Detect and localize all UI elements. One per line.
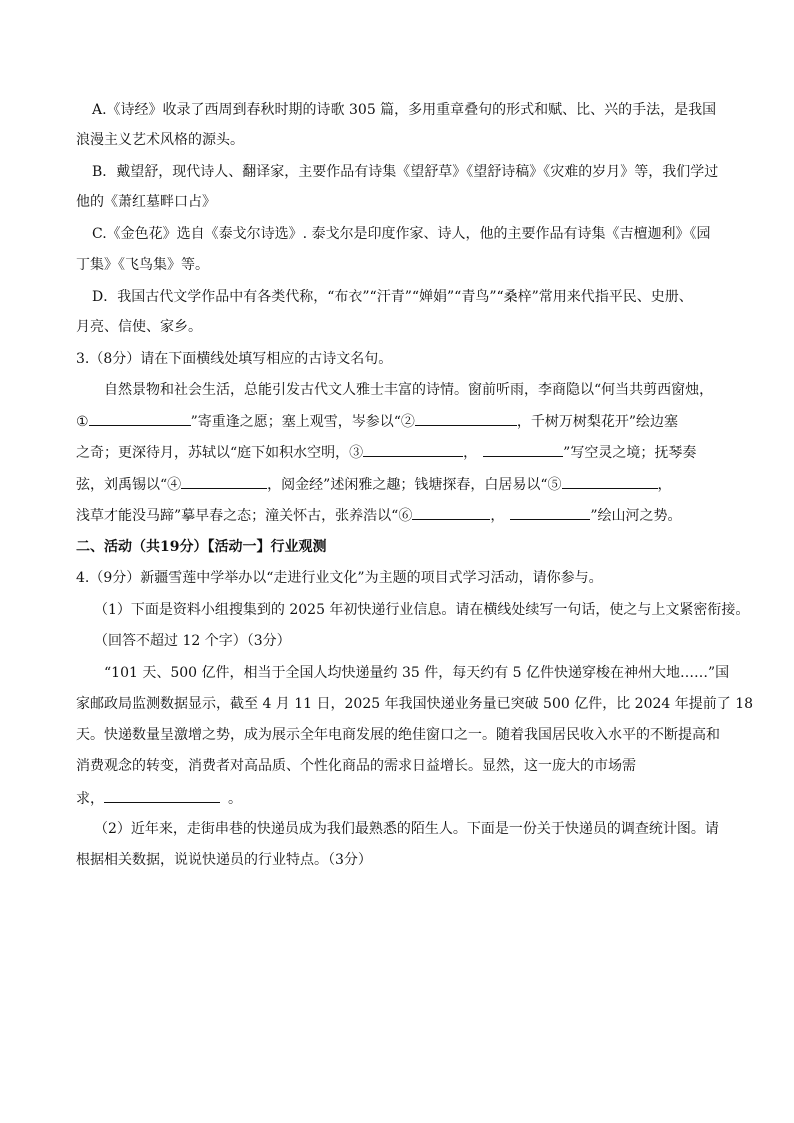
passage-line-1: “101 天、500 亿件，相当于全国人均快递量约 35 件，每天约有 5 亿件快递穿梭在神州大地……”国 bbox=[104, 665, 730, 681]
question-3-para-line-3 bbox=[76, 442, 696, 462]
passage-line-4: 消费观念的转变，消费者对高品质、个性化商品的需求日益增长。显然，这一庞大的市场需 bbox=[76, 758, 636, 774]
question-3-text: ”绘山河之势。 bbox=[590, 508, 682, 524]
question-3-text: ，千树万树梨花开”绘边塞 bbox=[516, 414, 679, 430]
passage-line-2: 家邮政局监测数据显示，截至 4 月 11 日，2025 年我国快递业务量已突破 500 亿件，比 2024 年提前了 18 bbox=[76, 696, 754, 712]
question-3-text: 之奇；更深待月，苏轼以“庭下如积水空明，③ bbox=[76, 445, 364, 461]
question-3-text: ”写空灵之境；抚琴奏 bbox=[563, 445, 697, 461]
answer-blank-5[interactable] bbox=[562, 474, 658, 489]
question-3-para-line-2 bbox=[76, 411, 678, 431]
answer-blank-3a[interactable] bbox=[363, 442, 463, 457]
answer-blank-2[interactable] bbox=[415, 411, 517, 426]
section-2-heading: 二、活动（共19分）【活动一】行业观测 bbox=[76, 539, 327, 555]
answer-blank-6b[interactable] bbox=[510, 505, 590, 520]
passage-line-5 bbox=[76, 788, 242, 808]
question-3-title: 3.（8分）请在下面横线处填写相应的古诗文名句。 bbox=[76, 351, 393, 367]
option-a-line-2: 浪漫主义艺术风格的源头。 bbox=[76, 132, 244, 148]
answer-blank-1[interactable] bbox=[89, 411, 191, 426]
question-3-text: 浅草才能没马蹄”摹早春之态；潼关怀古，张养浩以“⑥ bbox=[76, 508, 413, 524]
passage-text: 。 bbox=[228, 791, 242, 807]
answer-blank-6a[interactable] bbox=[412, 505, 490, 520]
option-d-line-2: 月亮、信使、家乡。 bbox=[76, 319, 202, 335]
question-3-text: ， bbox=[657, 477, 672, 493]
question-3-para-line-1: 自然景物和社会生活，总能引发古代文人雅士丰富的诗情。窗前听雨，李商隐以“何当共剪西窗烛， bbox=[104, 382, 714, 398]
question-3-text: 弦，刘禹锡以“④ bbox=[76, 477, 182, 493]
option-c-line-2: 丁集》《飞鸟集》等。 bbox=[76, 257, 209, 273]
answer-blank-3b[interactable] bbox=[483, 442, 563, 457]
question-3-text: ， bbox=[463, 445, 478, 461]
question-3-text: ， bbox=[490, 508, 505, 524]
question-4-title: 4.（9分）新疆雪莲中学举办以“走进行业文化”为主题的项目式学习活动，请你参与。 bbox=[76, 570, 603, 586]
question-4-1-line-1: （1）下面是资料小组搜集到的 2025 年初快递行业信息。请在横线处续写一句话，使之与上文紧密衔接。 bbox=[94, 602, 750, 618]
question-3-para-line-5 bbox=[76, 505, 682, 525]
option-a-line-1: A.《诗经》收录了西周到春秋时期的诗歌 305 篇，多用重章叠句的形式和赋、比、兴的手法，是我国 bbox=[92, 102, 717, 118]
passage-text: 求， bbox=[76, 791, 104, 807]
question-4-1-line-2: （回答不超过 12 个字）（3分） bbox=[94, 633, 291, 649]
question-4-2-line-1: （2）近年来，走街串巷的快递员成为我们最熟悉的陌生人。下面是一份关于快递员的调查统计图。请 bbox=[94, 821, 719, 837]
question-3-text: ，阅金经”述闲雅之趣；钱塘探春，白居易以“⑤ bbox=[267, 477, 562, 493]
passage-line-3: 天。快递数量呈激增之势，成为展示全年电商发展的绝佳窗口之一。随着我国居民收入水平的不断提高和 bbox=[76, 727, 720, 743]
question-3-para-line-4 bbox=[76, 474, 672, 494]
question-3-text: ”寄重逢之愿；塞上观雪，岑参以“② bbox=[190, 414, 415, 430]
answer-blank-4[interactable] bbox=[181, 474, 267, 489]
circle-number-1: ① bbox=[76, 414, 89, 430]
option-d-line-1: D．我国古代文学作品中有各类代称，“布衣”“汗青”“婵娟”“青鸟”“桑梓”常用来代指平民、史册、 bbox=[92, 289, 693, 305]
option-b-line-2: 他的《萧红墓畔口占》 bbox=[76, 194, 216, 210]
answer-blank-q4-1[interactable] bbox=[104, 788, 220, 803]
question-4-2-line-2: 根据相关数据，说说快递员的行业特点。（3分） bbox=[76, 852, 372, 868]
option-b-line-1: B．戴望舒，现代诗人、翻译家，主要作品有诗集《望舒草》《望舒诗稿》《灾难的岁月》等，我们学过 bbox=[92, 164, 719, 180]
option-c-line-1: C.《金色花》选自《泰戈尔诗选》. 泰戈尔是印度作家、诗人，他的主要作品有诗集《吉檀迦利》《园 bbox=[92, 226, 711, 242]
